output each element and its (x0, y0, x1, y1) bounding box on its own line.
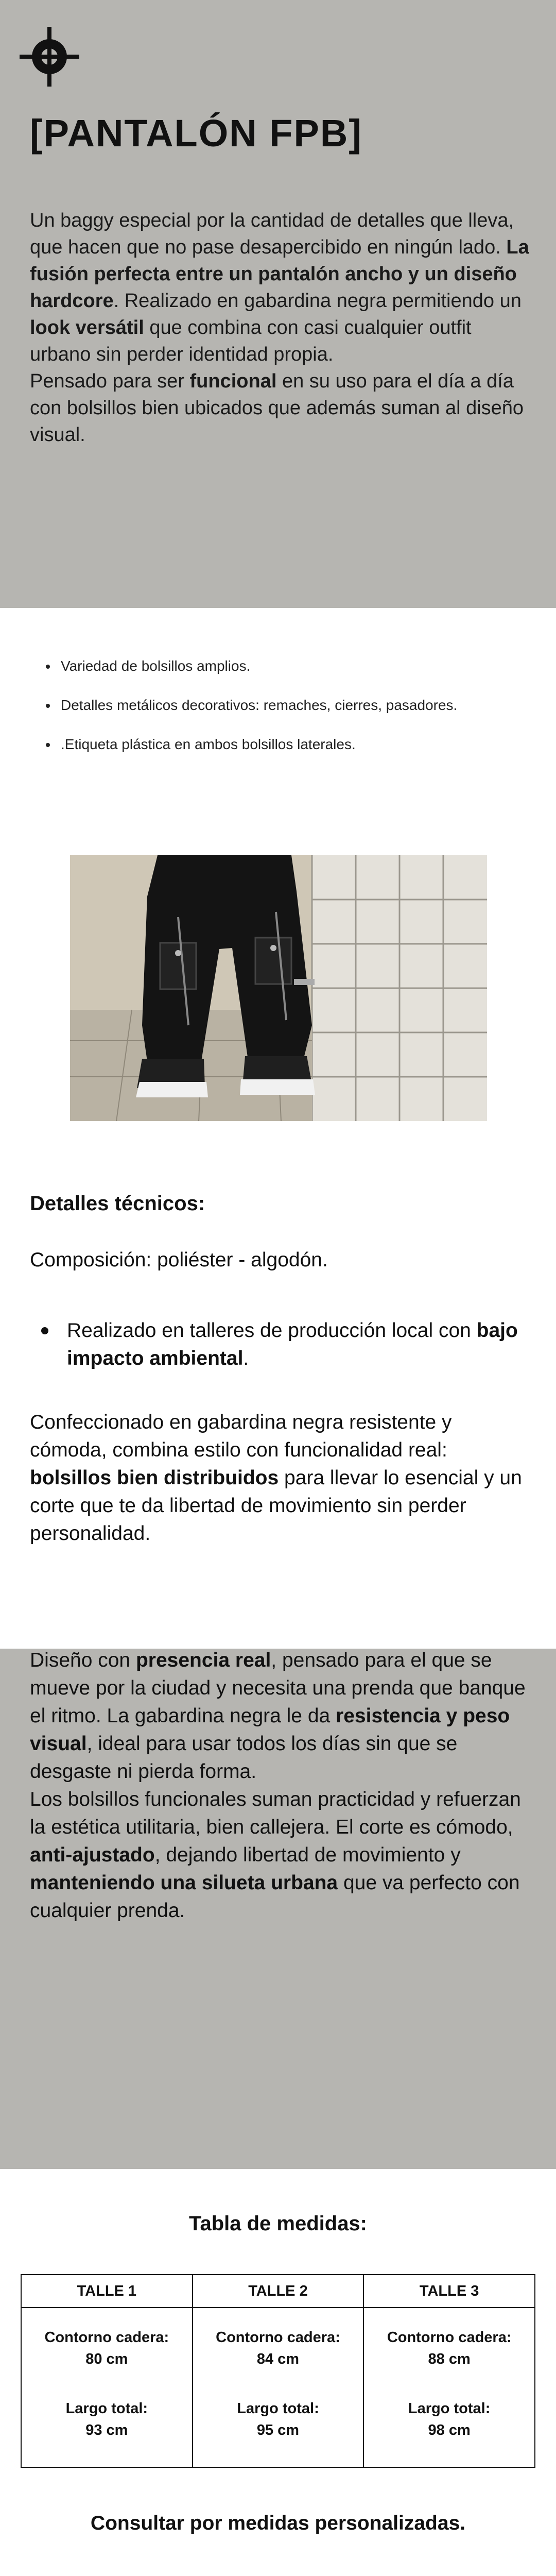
length-label: Largo total: (65, 2400, 148, 2417)
highlight-resistance: resistencia y peso visual (30, 1705, 510, 1755)
hip-value: 84 cm (256, 2351, 300, 2367)
feature-item: • Variedad de bolsillos amplios. (58, 655, 500, 677)
column-header: TALLE 2 (193, 2275, 364, 2308)
highlight-fusion: La fusión perfecta entre un pantalón ancho y un diseño hardcore (30, 236, 529, 312)
hip-label: Contorno cadera: (387, 2329, 512, 2346)
size-table-title: Tabla de medidas: (188, 2212, 367, 2235)
production-bullet: Realizado en talleres de producción local con bajo impacto ambiental. (30, 1317, 524, 1372)
table-cell (21, 2308, 193, 2467)
length-value: 93 cm (85, 2422, 128, 2438)
hip-label: Contorno cadera: (216, 2329, 340, 2346)
column-header: TALLE 1 (21, 2275, 193, 2308)
design-paragraph-1: Diseño con presencia real, pensado para el que se mueve por la ciudad y necesita una prenda que banque el ritmo. La gabardina negra le da resistencia y peso visual, ideal para usar todos los días sin que se desgaste ni pierda forma. (30, 1649, 526, 1783)
product-photo (70, 855, 487, 1121)
design-paragraph-2: Los bolsillos funcionales suman practicidad y refuerzan la estética utilitaria, bien callejera. El corte es cómodo, anti-ajustado, dejando libertad de movimiento y manteniendo una silueta urbana que va perfecto con cualquier prenda. (30, 1788, 521, 1922)
length-value: 95 cm (256, 2422, 300, 2438)
feature-list (58, 655, 500, 773)
highlight-versatile: look versátil (30, 317, 144, 338)
highlight-pockets: bolsillos bien distribuidos (30, 1467, 279, 1489)
custom-sizes-note: Consultar por medidas personalizadas. (90, 2512, 466, 2534)
length-label: Largo total: (408, 2400, 491, 2417)
composition-text: Composición: poliéster - algodón. (30, 1249, 328, 1271)
technical-title: Detalles técnicos: (30, 1192, 205, 1215)
hip-label: Contorno cadera: (44, 2329, 169, 2346)
technical-description: Confeccionado en gabardina negra resistente y cómoda, combina estilo con funcionalidad real: bolsillos bien distribuidos para llevar lo esencial y un corte que te da libertad de movimiento sin perder personalidad. (30, 1411, 522, 1545)
highlight-functional: funcional (189, 370, 277, 392)
description-paragraph-1: Un baggy especial por la cantidad de detalles que lleva, que hacen que no pase desapercibido en ningún lado. La fusión perfecta entre un pantalón ancho y un diseño hardcore. Realizado en gabardina negra permitiendo un look versátil que combina con casi cualquier outfit urbano sin perder identidad propia. (30, 210, 529, 365)
bullet-dot-icon (41, 1327, 48, 1334)
highlight-impact: bajo impacto ambiental (67, 1319, 518, 1369)
highlight-presence: presencia real (135, 1649, 271, 1671)
design-description (30, 1647, 529, 1925)
size-table (21, 2274, 535, 2468)
description-paragraph-2: Pensado para ser funcional en su uso para el día a día con bolsillos bien ubicados que además suman al diseño visual. (30, 370, 524, 446)
table-cell (193, 2308, 364, 2467)
length-value: 98 cm (428, 2422, 471, 2438)
feature-item: • Detalles metálicos decorativos: remaches, cierres, pasadores. (58, 694, 500, 716)
feature-item: • .Etiqueta plástica en ambos bolsillos laterales. (58, 734, 500, 755)
hip-value: 88 cm (428, 2351, 471, 2367)
length-label: Largo total: (237, 2400, 319, 2417)
table-cell (363, 2308, 535, 2467)
product-description (30, 207, 529, 448)
highlight-fit: anti-ajustado (30, 1844, 155, 1866)
hip-value: 80 cm (85, 2351, 128, 2367)
table-header-row (21, 2275, 535, 2308)
product-title: [PANTALÓN FPB] (30, 112, 362, 155)
column-header: TALLE 3 (363, 2275, 535, 2308)
highlight-silhouette: manteniendo una silueta urbana (30, 1872, 338, 1894)
table-row (21, 2308, 535, 2467)
crosshair-circle-icon (20, 27, 79, 87)
